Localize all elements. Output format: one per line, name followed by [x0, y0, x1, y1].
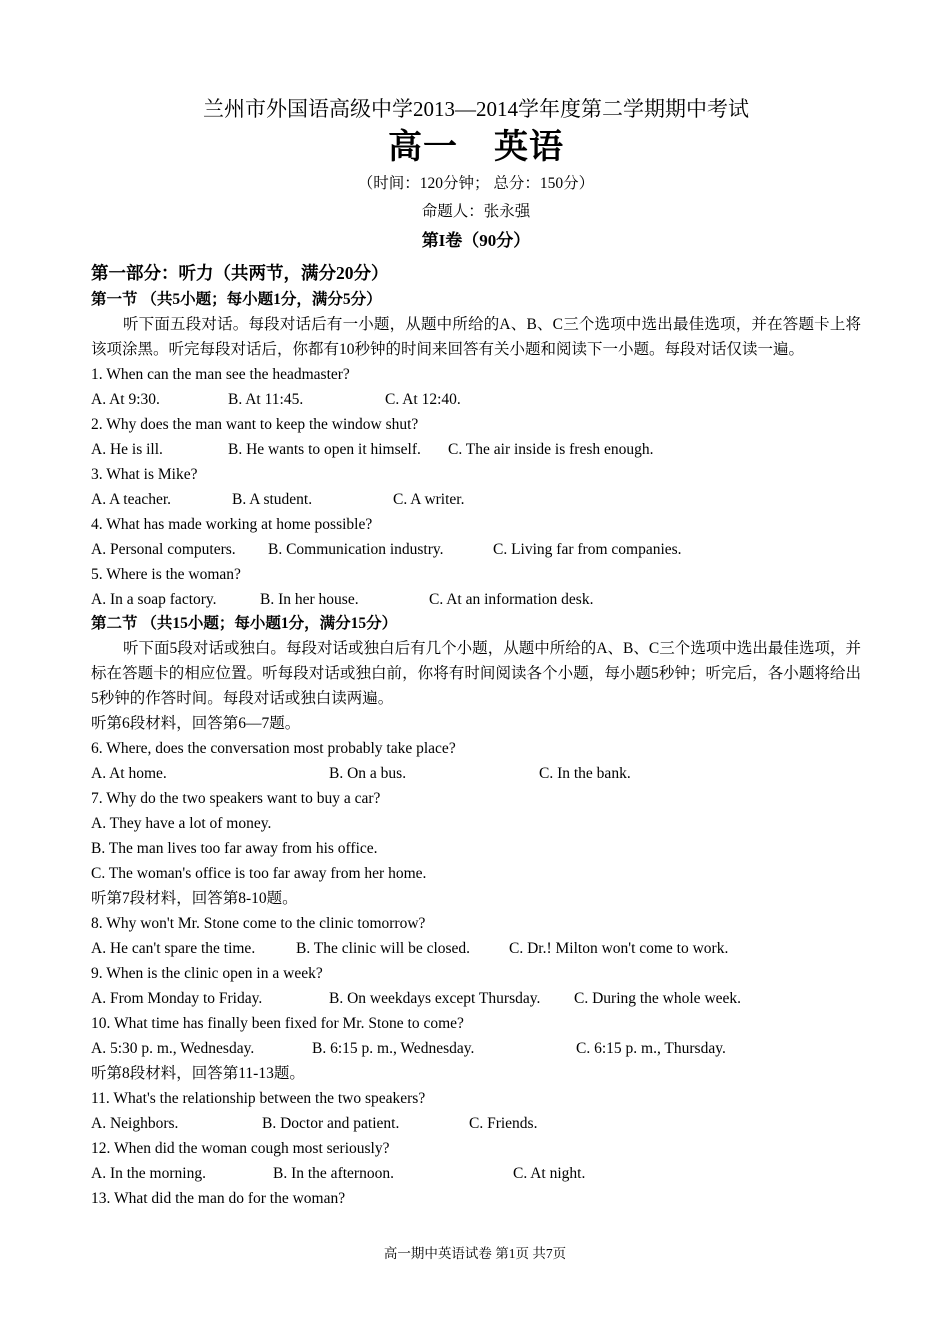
- question-options: [91, 1036, 861, 1061]
- option-a: A. From Monday to Friday.: [91, 990, 263, 1007]
- author-line: 命题人：张永强: [421, 203, 531, 220]
- question-options: [91, 1161, 861, 1186]
- option-a: A. He is ill.: [91, 441, 163, 458]
- volume-title: 第I卷（90分）: [421, 231, 531, 250]
- option-c: C. Living far from companies.: [493, 541, 682, 558]
- grade-label: 高一: [388, 129, 458, 166]
- material-note: 听第6段材料，回答第6—7题。: [91, 715, 301, 732]
- option-c: C. The woman's office is too far away from her home.: [91, 865, 427, 882]
- question-options: [91, 936, 861, 961]
- question-options: [91, 487, 861, 512]
- option-a: A. Personal computers.: [91, 541, 236, 558]
- option-a: A. They have a lot of money.: [91, 815, 272, 832]
- question-options: [91, 761, 861, 786]
- question-stem: 10. What time has finally been fixed for Mr. Stone to come?: [91, 1015, 464, 1032]
- question-options: [91, 986, 861, 1011]
- option-c: C. During the whole week.: [574, 990, 742, 1007]
- option-a: A. Neighbors.: [91, 1115, 179, 1132]
- option-b: B. In the afternoon.: [273, 1165, 394, 1182]
- page-footer: 高一期中英语试卷 第1页 共7页: [383, 1246, 567, 1261]
- option-b: B. On weekdays except Thursday.: [329, 990, 541, 1007]
- option-b: B. In her house.: [260, 591, 359, 608]
- question-stem: 8. Why won't Mr. Stone come to the clinic tomorrow?: [91, 915, 426, 932]
- option-a: A. In a soap factory.: [91, 591, 217, 608]
- option-b: B. On a bus.: [329, 765, 407, 782]
- question-stem: 6. Where, does the conversation most probably take place?: [91, 740, 456, 757]
- option-c: C. In the bank.: [539, 765, 631, 782]
- option-c: C. 6:15 p. m., Thursday.: [576, 1040, 726, 1057]
- option-b: B. The clinic will be closed.: [296, 940, 471, 957]
- question-options: [91, 587, 861, 612]
- question-stem: 7. Why do the two speakers want to buy a car?: [91, 790, 381, 807]
- material-note: 听第7段材料，回答第8-10题。: [91, 890, 298, 907]
- option-a: A. He can't spare the time.: [91, 940, 256, 957]
- material-note: 听第8段材料，回答第11-13题。: [91, 1065, 305, 1082]
- option-c: C. Friends.: [469, 1115, 538, 1132]
- option-b: B. 6:15 p. m., Wednesday.: [312, 1040, 475, 1057]
- option-a: A. A teacher.: [91, 491, 172, 508]
- section1-instructions: 听下面五段对话。每段对话后有一小题，从题中所给的A、B、C三个选项中选出最佳选项，并在答题卡上将该项涂黑。听完每段对话后，你都有10秒钟的时间来回答有关小题和阅读下一小题。每段对话仅读一遍。: [91, 316, 861, 358]
- subject-title: [91, 126, 861, 170]
- option-b: B. A student.: [232, 491, 313, 508]
- option-c: C. Dr.! Milton won't come to work.: [509, 940, 729, 957]
- question-options: [91, 537, 861, 562]
- question-stem: 9. When is the clinic open in a week?: [91, 965, 323, 982]
- question-stem: 5. Where is the woman?: [91, 566, 241, 583]
- option-b: B. Doctor and patient.: [262, 1115, 400, 1132]
- question-stem: 2. Why does the man want to keep the window shut?: [91, 416, 419, 433]
- question-stem: 4. What has made working at home possible?: [91, 516, 373, 533]
- question-stem: 1. When can the man see the headmaster?: [91, 366, 350, 383]
- section2-heading: 第二节 （共15小题；每小题1分，满分15分）: [91, 615, 398, 632]
- exam-title: 兰州市外国语高级中学2013—2014学年度第二学期期中考试: [203, 97, 749, 121]
- option-a: A. 5:30 p. m., Wednesday.: [91, 1040, 255, 1057]
- option-b: B. Communication industry.: [268, 541, 444, 558]
- question-options: [91, 1111, 861, 1136]
- time-info: （时间：120分钟； 总分：150分）: [357, 175, 595, 192]
- option-c: C. At 12:40.: [385, 391, 461, 408]
- option-c: C. At night.: [513, 1165, 586, 1182]
- section2-instructions: 听下面5段对话或独白。每段对话或独白后有几个小题，从题中所给的A、B、C三个选项中选出最佳选项，并标在答题卡的相应位置。听每段对话或独白前，你将有时间阅读各个小题，每小题5秒钟；听完后，各小题将给出5秒钟的作答时间。每段对话或独白读两遍。: [91, 640, 861, 707]
- part1-heading: 第一部分：听力（共两节，满分20分）: [91, 263, 389, 283]
- option-c: C. The air inside is fresh enough.: [448, 441, 654, 458]
- option-c: C. At an information desk.: [429, 591, 594, 608]
- question-stem: 13. What did the man do for the woman?: [91, 1190, 346, 1207]
- question-stem: 3. What is Mike?: [91, 466, 198, 483]
- option-c: C. A writer.: [393, 491, 465, 508]
- option-a: A. At 9:30.: [91, 391, 160, 408]
- question-options: [91, 387, 861, 412]
- section1-heading: 第一节 （共5小题；每小题1分，满分5分）: [91, 291, 382, 308]
- exam-page: [91, 92, 861, 1211]
- option-b: B. At 11:45.: [228, 391, 304, 408]
- question-options: [91, 437, 861, 462]
- option-a: A. At home.: [91, 765, 167, 782]
- subject-label: 英语: [494, 129, 564, 166]
- option-b: B. He wants to open it himself.: [228, 441, 421, 458]
- option-b: B. The man lives too far away from his office.: [91, 840, 378, 857]
- option-a: A. In the morning.: [91, 1165, 206, 1182]
- question-stem: 12. When did the woman cough most seriously?: [91, 1140, 390, 1157]
- question-stem: 11. What's the relationship between the two speakers?: [91, 1090, 426, 1107]
